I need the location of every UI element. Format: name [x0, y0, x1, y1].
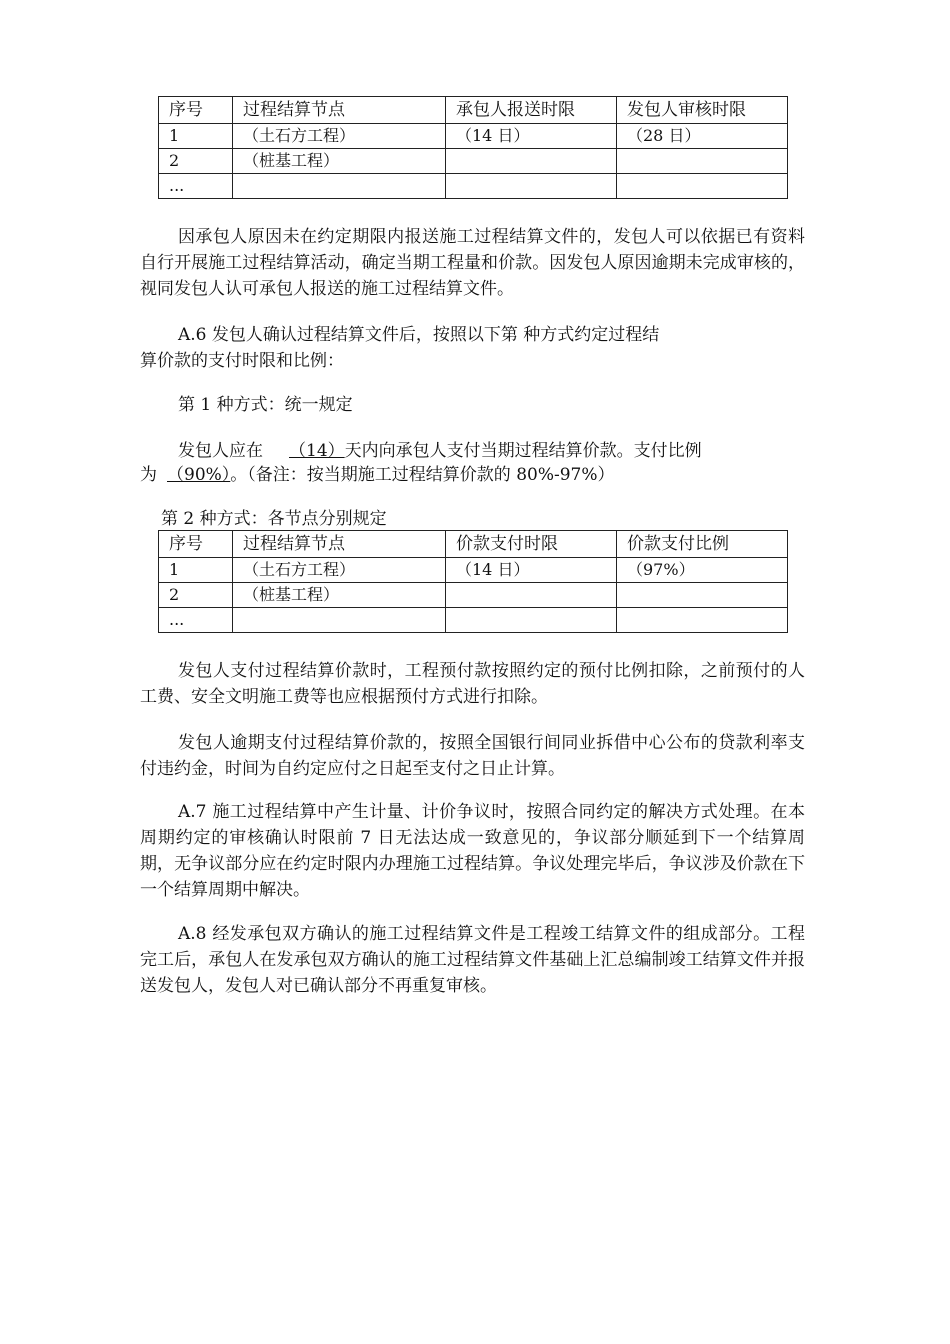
payment-schedule-table [158, 530, 788, 633]
clause-a8-final-settlement: A.8 经发承包双方确认的施工过程结算文件是工程竣工结算文件的组成部分。工程完工后，承包人在发承包双方确认的施工过程结算文件基础上汇总编制竣工结算文件并报送发包人，发包人对已确认部分不再重复审核。 [140, 924, 805, 996]
table-row [159, 174, 788, 199]
table-cell: （97%） [617, 558, 788, 583]
table-row [159, 124, 788, 149]
method2-title: 第 2 种方式：各节点分别规定 [161, 509, 387, 529]
table-cell: （14 日） [446, 558, 617, 583]
settlement-deadline-table [158, 96, 788, 199]
table-cell [446, 149, 617, 174]
clause-a6-line1: A.6 发包人确认过程结算文件后，按照以下第 种方式约定过程结 [178, 325, 660, 345]
table-cell: 1 [159, 124, 233, 149]
table-cell [617, 583, 788, 608]
table-cell: （14 日） [446, 124, 617, 149]
table-cell: （28 日） [617, 124, 788, 149]
table-header-row [159, 97, 788, 124]
table-header-cell: 序号 [159, 97, 233, 124]
method1-line2 [140, 462, 615, 488]
table-cell: （土石方工程） [233, 124, 446, 149]
method1-text: 为 [140, 465, 157, 485]
table-header-cell: 价款支付时限 [446, 531, 617, 558]
method1-text: 天内向承包人支付当期过程结算价款。支付比例 [344, 441, 702, 461]
table-cell: ... [159, 174, 233, 199]
table-cell [233, 608, 446, 633]
method1-title: 第 1 种方式：统一规定 [178, 395, 353, 415]
payment-ratio-value: （90%） [167, 465, 231, 485]
paragraph-advance-deduction: 发包人支付过程结算价款时，工程预付款按照约定的预付比例扣除，之前预付的人工费、安全文明施工费等也应根据预付方式进行扣除。 [140, 661, 805, 707]
table-cell [446, 608, 617, 633]
table-header-cell: 承包人报送时限 [446, 97, 617, 124]
table-cell: 1 [159, 558, 233, 583]
clause-a7-dispute: A.7 施工过程结算中产生计量、计价争议时，按照合同约定的解决方式处理。在本周期约定的审核确认时限前 7 日无法达成一致意见的，争议部分顺延到下一个结算周期，无争议部分应在约定时限内办理施工过程结算。争议处理完毕后，争议涉及价款在下一个结算周期中解决。 [140, 802, 805, 900]
table-cell [233, 174, 446, 199]
method1-line1 [178, 438, 702, 464]
table-cell: （桩基工程） [233, 583, 446, 608]
table-header-cell: 序号 [159, 531, 233, 558]
table-cell: 2 [159, 583, 233, 608]
table-header-cell: 价款支付比例 [617, 531, 788, 558]
table-cell [446, 174, 617, 199]
paragraph-late-payment: 发包人逾期支付过程结算价款的，按照全国银行间同业拆借中心公布的贷款利率支付违约金，时间为自约定应付之日起至支付之日止计算。 [140, 733, 805, 779]
payment-days-value: （14） [289, 441, 345, 461]
table-header-cell: 过程结算节点 [233, 531, 446, 558]
paragraph-overdue-submission: 因承包人原因未在约定期限内报送施工过程结算文件的，发包人可以依据已有资料自行开展施工过程结算活动，确定当期工程量和价款。因发包人原因逾期未完成审核的，视同发包人认可承包人报送的施工过程结算文件。 [140, 227, 805, 299]
method1-text: 发包人应在 [178, 441, 263, 461]
table-cell: ... [159, 608, 233, 633]
table-cell [617, 174, 788, 199]
table-row [159, 583, 788, 608]
table-row [159, 149, 788, 174]
table-row [159, 608, 788, 633]
table-header-row [159, 531, 788, 558]
clause-a6-line2: 算价款的支付时限和比例： [140, 351, 344, 371]
method1-text: 。（备注：按当期施工过程结算价款的 80%-97%） [230, 465, 615, 485]
table-header-cell: 过程结算节点 [233, 97, 446, 124]
table-cell [617, 149, 788, 174]
table-cell [446, 583, 617, 608]
table-header-cell: 发包人审核时限 [617, 97, 788, 124]
table-cell: （土石方工程） [233, 558, 446, 583]
table-cell: （桩基工程） [233, 149, 446, 174]
table-cell [617, 608, 788, 633]
table-row [159, 558, 788, 583]
table-cell: 2 [159, 149, 233, 174]
